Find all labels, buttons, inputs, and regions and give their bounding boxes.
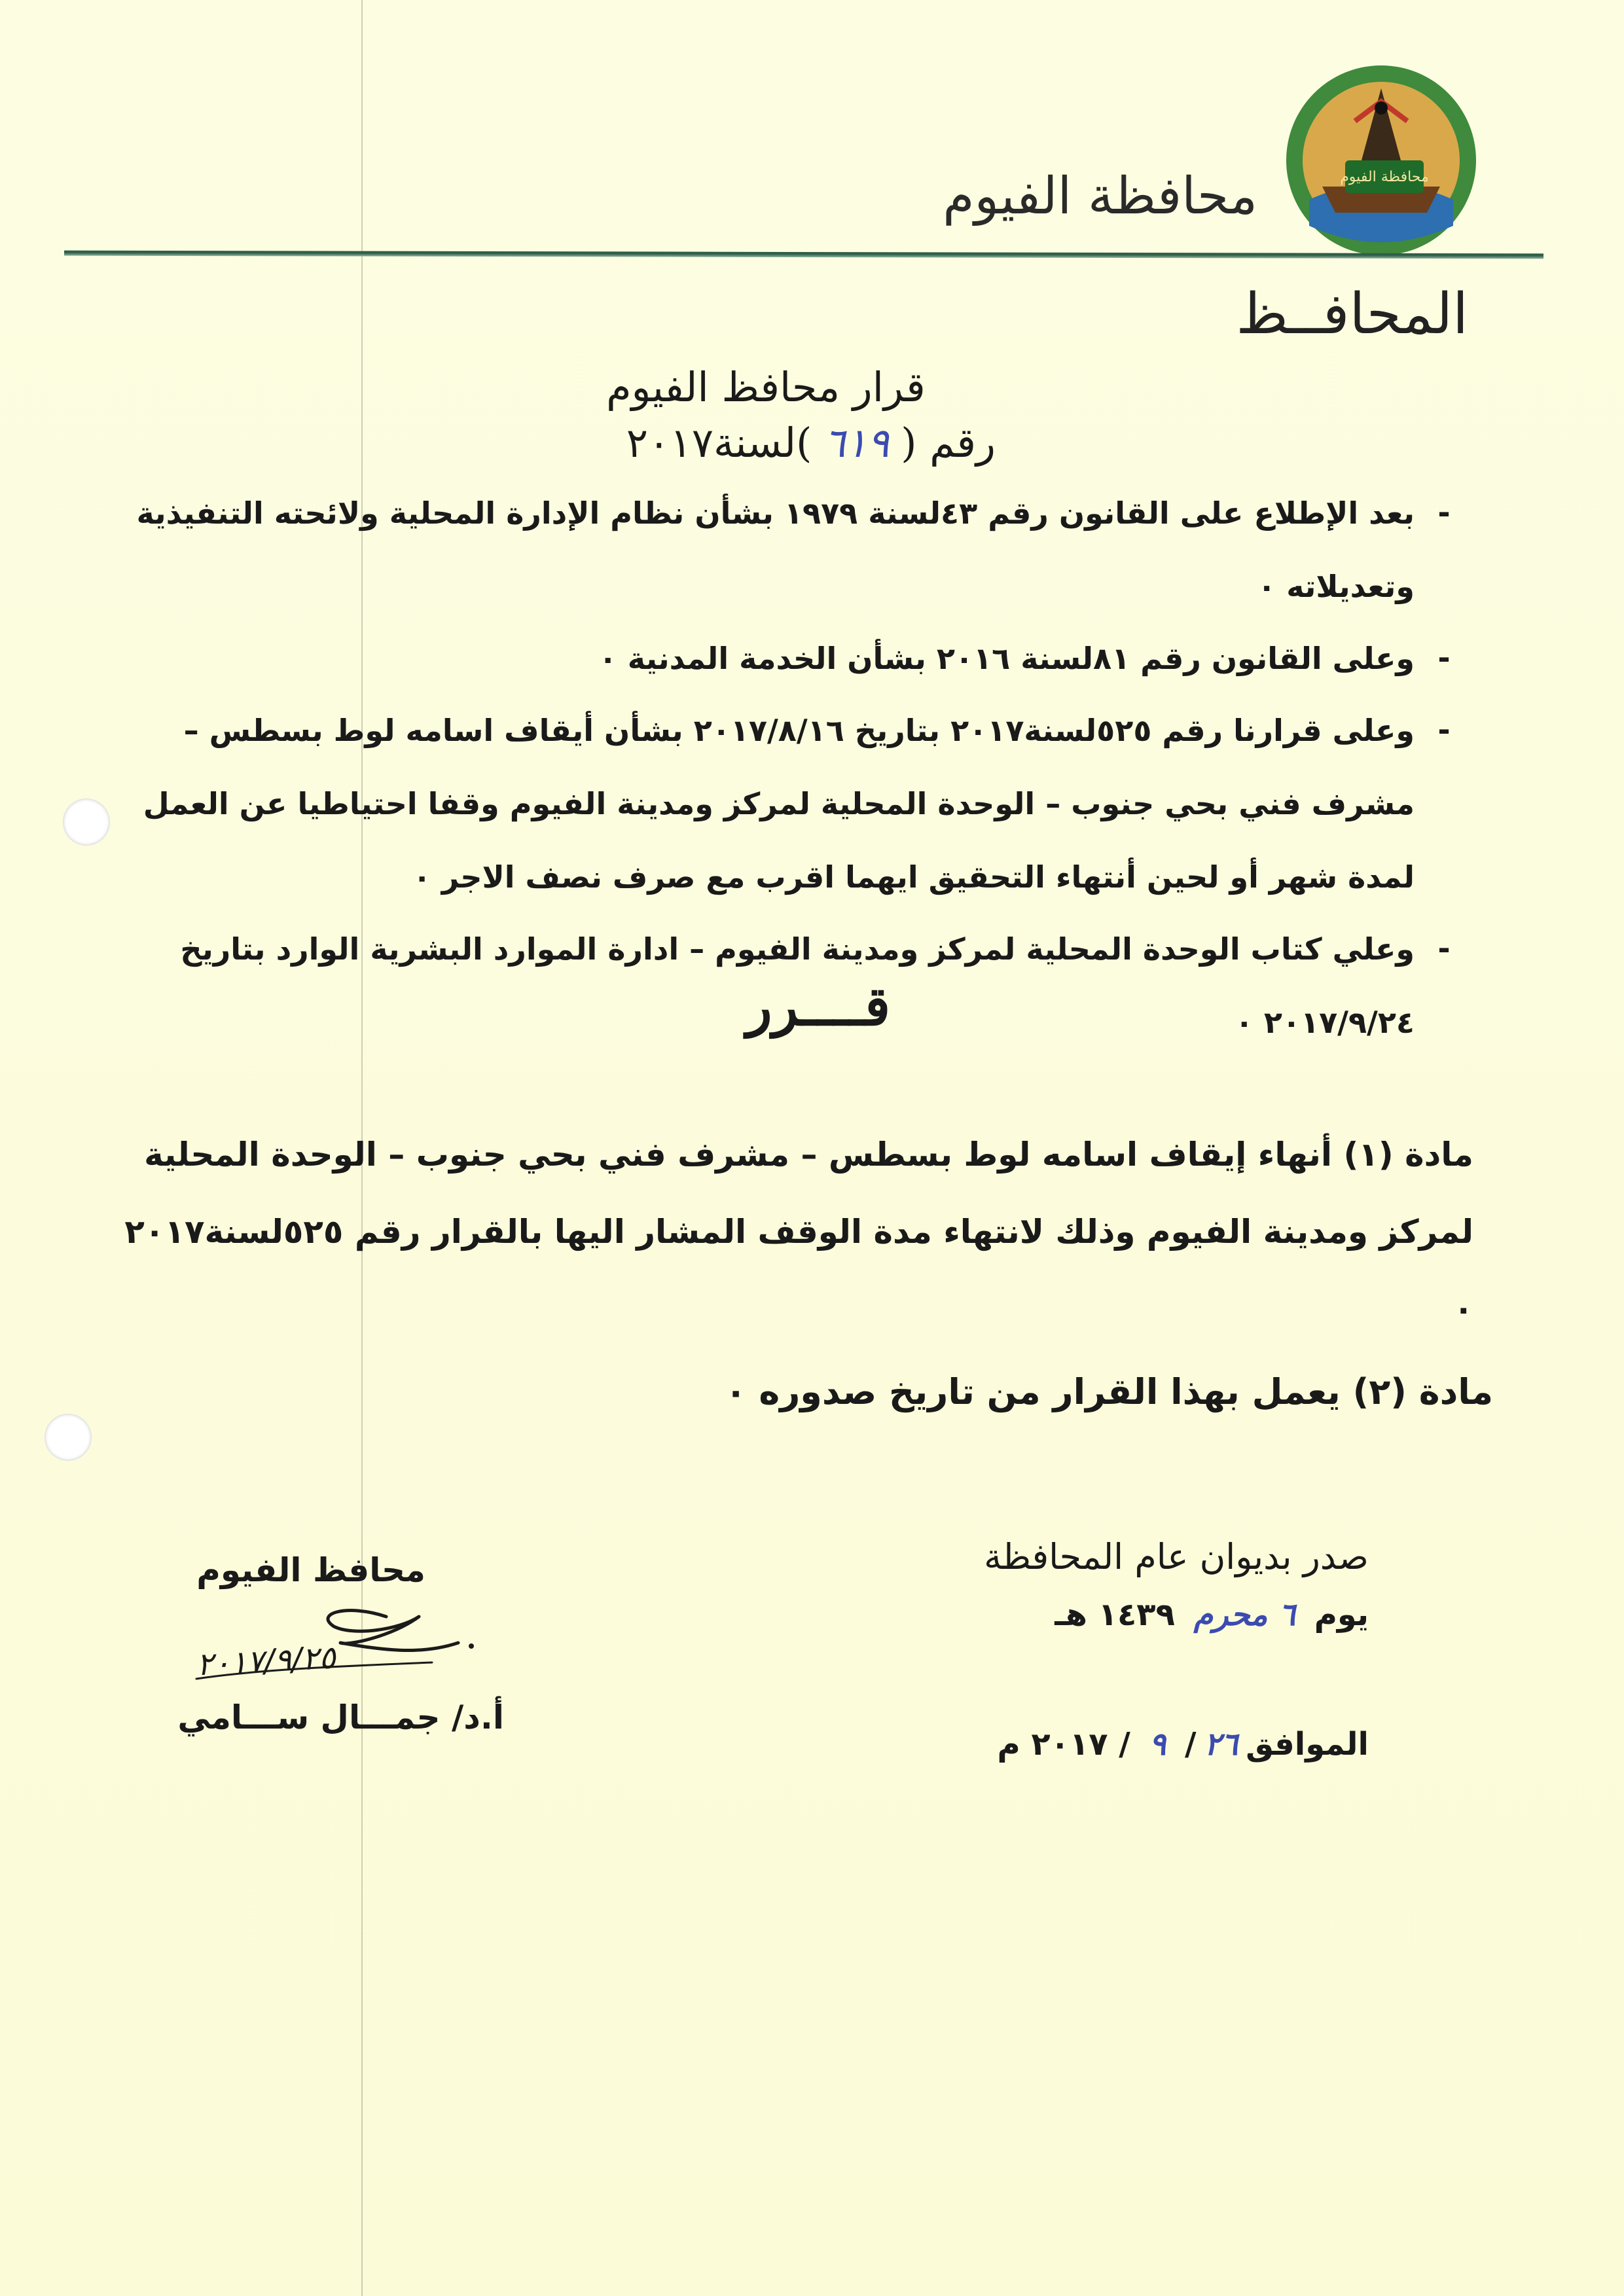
gregorian-date-line: الموافق٢٦/ ٩ / ٢٠١٧ م: [997, 1726, 1369, 1763]
list-dash: -: [1437, 495, 1451, 530]
logo-text: محافظة الفيوم: [1340, 169, 1429, 185]
preamble-text: وعلى القانون رقم ٨١لسنة ٢٠١٦ بشأن الخدمة المدنية ٠: [598, 641, 1415, 676]
preamble-text: وعلي كتاب الوحدة المحلية لمركز ومدينة الفيوم – ادارة الموارد البشرية الوارد بتاريخ ٢٠١٧/٩/٢٤ ٠: [180, 931, 1415, 1040]
governorate-logo: [1283, 62, 1479, 259]
article-1-label: مادة (١): [1343, 1136, 1473, 1174]
decree-number-suffix: )لسنة٢٠١٧: [626, 419, 812, 467]
signatory-name: أ.د/ جمـــال ســـامي: [177, 1698, 504, 1736]
article-2-label: مادة (٢): [1352, 1371, 1493, 1412]
gregorian-year: / ٢٠١٧ م: [997, 1726, 1130, 1763]
hijri-year: ١٤٣٩ هـ: [1055, 1596, 1175, 1633]
decree-number: [626, 419, 996, 467]
preamble-text: بعد الإطلاع على القانون رقم ٤٣لسنة ١٩٧٩ بشأن نظام الإدارة المحلية ولائحته التنفيذية وتعديلاته ٠: [136, 495, 1415, 604]
list-dash: -: [1437, 931, 1451, 966]
day-handwritten: ٦ محرم: [1193, 1596, 1295, 1633]
decided-label: قــــرر: [746, 975, 891, 1038]
preamble-item: [73, 497, 1473, 623]
list-dash: -: [1437, 712, 1451, 747]
signature-date: ٢٠١٧/٩/٢٥: [195, 1639, 337, 1683]
preamble-item: [73, 712, 1473, 914]
decree-number-handwritten: ٦١٩: [823, 419, 890, 467]
issued-block: [984, 1528, 1369, 1773]
governor-heading: المحافــظ: [1236, 281, 1468, 347]
punch-hole-bottom: [45, 1414, 92, 1461]
hijri-date-line: [984, 1586, 1369, 1643]
article-1: [105, 1116, 1473, 1348]
corresponding-prefix: الموافق: [1246, 1726, 1369, 1763]
decree-title: قرار محافظ الفيوم: [606, 363, 926, 411]
day-prefix: يوم: [1314, 1596, 1369, 1633]
month-handwritten: ٩: [1149, 1726, 1166, 1763]
governorate-name: محافظة الفيوم: [943, 167, 1257, 226]
article-2: [725, 1371, 1493, 1412]
article-2-text: يعمل بهذا القرار من تاريخ صدوره ٠: [725, 1371, 1341, 1412]
issued-line: صدر بديوان عام المحافظة: [984, 1536, 1369, 1577]
signatory-title: محافظ الفيوم: [196, 1551, 425, 1589]
day-handwritten-gregorian: ٢٦: [1204, 1726, 1238, 1763]
preamble-text: وعلى قرارنا رقم ٥٢٥لسنة٢٠١٧ بتاريخ ٢٠١٧/٨/١٦ بشأن أيقاف اسامه لوط بسطس – مشرف فني بحي جنوب – الوحدة المحلية لمركز ومدينة الفيوم وقفا احتياطيا عن العمل لمدة شهر أو لحين أنتهاء التحقيق ايهما اقرب مع صرف نصف الاجر ٠: [143, 713, 1415, 895]
preamble-item: [73, 640, 1473, 695]
list-dash: -: [1437, 640, 1451, 675]
decree-number-prefix: رقم (: [901, 419, 996, 467]
article-1-text: أنهاء إيقاف اسامه لوط بسطس – مشرف فني بحي جنوب – الوحدة المحلية لمركز ومدينة الفيوم وذلك لانتهاء مدة الوقف المشار اليها بالقرار رقم ٥٢٥لسنة٢٠١٧ ٠: [124, 1136, 1473, 1328]
